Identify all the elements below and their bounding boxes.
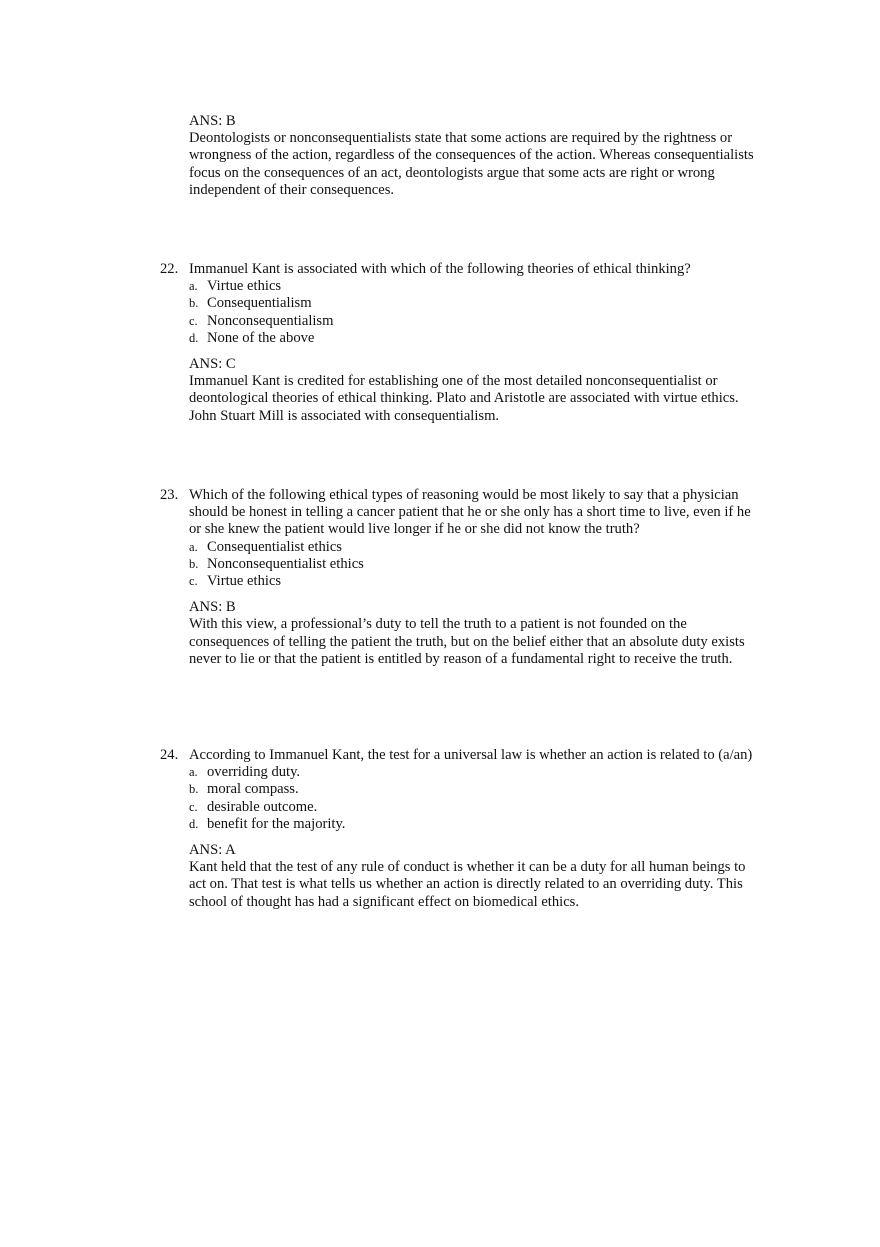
answer-label: ANS: B (189, 599, 236, 616)
question-text: Immanuel Kant is associated with which of the following theories of ethical thinking? (189, 261, 691, 277)
question-text: According to Immanuel Kant, the test for a universal law is whether an action is related to (a/an) (189, 747, 753, 763)
option-text: Nonconsequentialist ethics (207, 555, 364, 572)
question-number: 22. (160, 261, 179, 277)
answer-label: ANS: A (189, 841, 236, 858)
option-a (189, 278, 760, 295)
answer-label: ANS: B (189, 113, 236, 129)
option-text: None of the above (207, 329, 315, 346)
option-text: moral compass. (207, 781, 299, 798)
option-b (189, 295, 760, 312)
answer-block (189, 599, 759, 668)
option-list (189, 539, 760, 591)
question-number: 24. (160, 747, 179, 763)
answer-block (189, 356, 759, 425)
answer-explanation: Immanuel Kant is credited for establishing one of the most detailed nonconsequentialist or deontological theories of ethical thinking. Plato and Aristotle are associated with virtue ethics. John Stuart Mill is associated with consequentialism. (189, 373, 739, 424)
option-text: Consequentialism (207, 295, 312, 312)
option-c (189, 313, 760, 330)
option-b (189, 781, 760, 798)
option-text: benefit for the majority. (207, 815, 346, 832)
option-text: Nonconsequentialism (207, 312, 334, 329)
answer-block (189, 842, 759, 911)
answer-explanation: Deontologists or nonconsequentialists state that some actions are required by the rightness or wrongness of the action, regardless of the consequences of the action. Whereas consequentialists focus on the consequences of an act, deontologists argue that some acts are right or wrong independent of their consequences. (189, 130, 754, 198)
option-letter: b. (189, 782, 199, 797)
option-d (189, 330, 760, 347)
answer-explanation: Kant held that the test of any rule of conduct is whether it can be a duty for all human beings to act on. That test is what tells us whether an action is directly related to an overriding duty. This school of thought has had a significant effect on biomedical ethics. (189, 859, 746, 910)
question-23 (160, 487, 760, 668)
question-number: 23. (160, 487, 179, 503)
question-text: Which of the following ethical types of reasoning would be most likely to say that a physician should be honest in telling a cancer patient that he or she only has a short time to live, even if he or she knew the patient would live longer if he or she did not know the truth? (189, 487, 751, 538)
option-letter: a. (189, 279, 198, 294)
option-letter: c. (189, 573, 198, 588)
option-letter: b. (189, 296, 199, 311)
option-letter: c. (189, 799, 198, 814)
option-letter: d. (189, 816, 199, 831)
option-letter: c. (189, 313, 198, 328)
option-text: Virtue ethics (207, 278, 282, 295)
option-letter: b. (189, 556, 199, 571)
option-text: Consequentialist ethics (207, 538, 342, 555)
option-text: Virtue ethics (207, 572, 282, 589)
option-c (189, 799, 760, 816)
question-22 (160, 261, 760, 425)
option-list (189, 764, 760, 833)
option-a (189, 539, 760, 556)
option-letter: d. (189, 330, 199, 345)
option-b (189, 556, 760, 573)
answer-block-continued (189, 113, 759, 199)
question-24 (160, 747, 760, 911)
option-list (189, 278, 760, 347)
answer-label: ANS: C (189, 355, 236, 372)
answer-explanation: With this view, a professional’s duty to tell the truth to a patient is not founded on the consequences of telling the patient the truth, but on the belief either that an absolute duty exists never to lie or that the patient is entitled by reason of a fundamental right to receive the truth. (189, 616, 745, 667)
option-text: desirable outcome. (207, 798, 318, 815)
option-d (189, 816, 760, 833)
option-c (189, 573, 760, 590)
option-letter: a. (189, 765, 198, 780)
option-letter: a. (189, 539, 198, 554)
option-text: overriding duty. (207, 764, 301, 781)
option-a (189, 764, 760, 781)
